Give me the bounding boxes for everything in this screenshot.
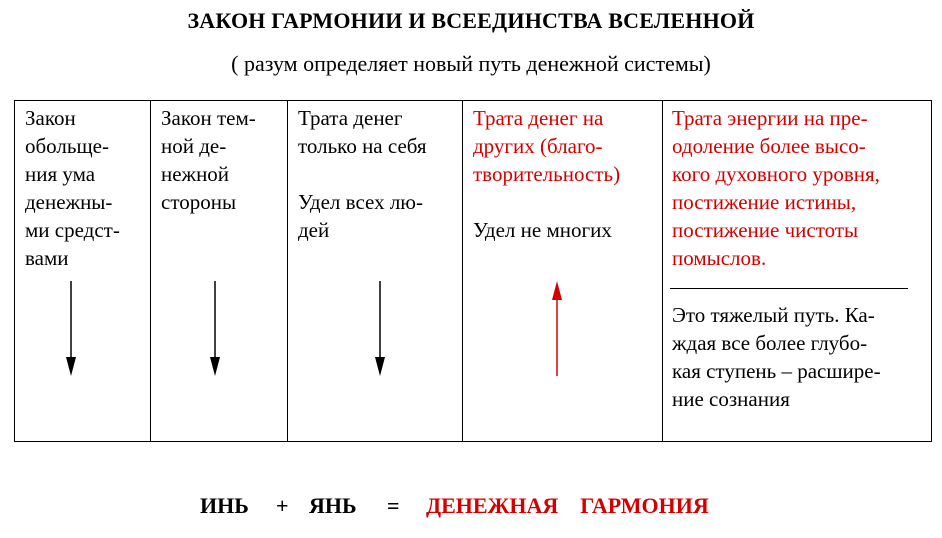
column-text: Это тяжелый путь. Ка- ждая все более глубо- кая ступень – расшире- ние сознания <box>672 303 881 411</box>
page-subtitle: ( разум определяет новый путь денежной системы) <box>231 51 711 76</box>
formula-plus: + <box>276 493 289 518</box>
formula-yang: ЯНЬ <box>309 493 357 518</box>
column-mind-seduction <box>15 101 151 441</box>
column-dark-money-side <box>151 101 288 441</box>
arrow-up-icon <box>551 281 563 377</box>
formula-equals: = <box>387 493 400 518</box>
column-text-red: Трата энергии на пре- одоление более высо- кого духовного уровня, постижение истины, постижение чистоты помыслов. <box>672 106 880 270</box>
formula-yin: ИНЬ <box>200 493 249 518</box>
formula-result: ДЕНЕЖНАЯ ГАРМОНИЯ <box>426 493 709 518</box>
laws-table <box>14 100 932 442</box>
column-spending-on-others <box>463 101 663 441</box>
column-text: Удел не многих <box>473 218 612 242</box>
harmony-formula <box>0 493 942 525</box>
arrow-down-icon <box>374 281 386 377</box>
column-text: Трата денег только на себя Удел всех лю- дей <box>298 106 427 242</box>
divider <box>670 288 908 289</box>
column-text: Закон обольще- ния ума денежны- ми средст- вами <box>25 106 120 270</box>
arrow-down-icon <box>65 281 77 377</box>
column-spending-on-self <box>288 101 463 441</box>
column-text: Закон тем- ной де- нежной стороны <box>161 106 256 214</box>
arrow-down-icon <box>209 281 221 377</box>
column-text-red: Трата денег на других (благо- творительность) <box>473 106 621 186</box>
column-spiritual-level <box>663 101 931 441</box>
page-title: ЗАКОН ГАРМОНИИ И ВСЕЕДИНСТВА ВСЕЛЕННОЙ <box>187 8 755 33</box>
